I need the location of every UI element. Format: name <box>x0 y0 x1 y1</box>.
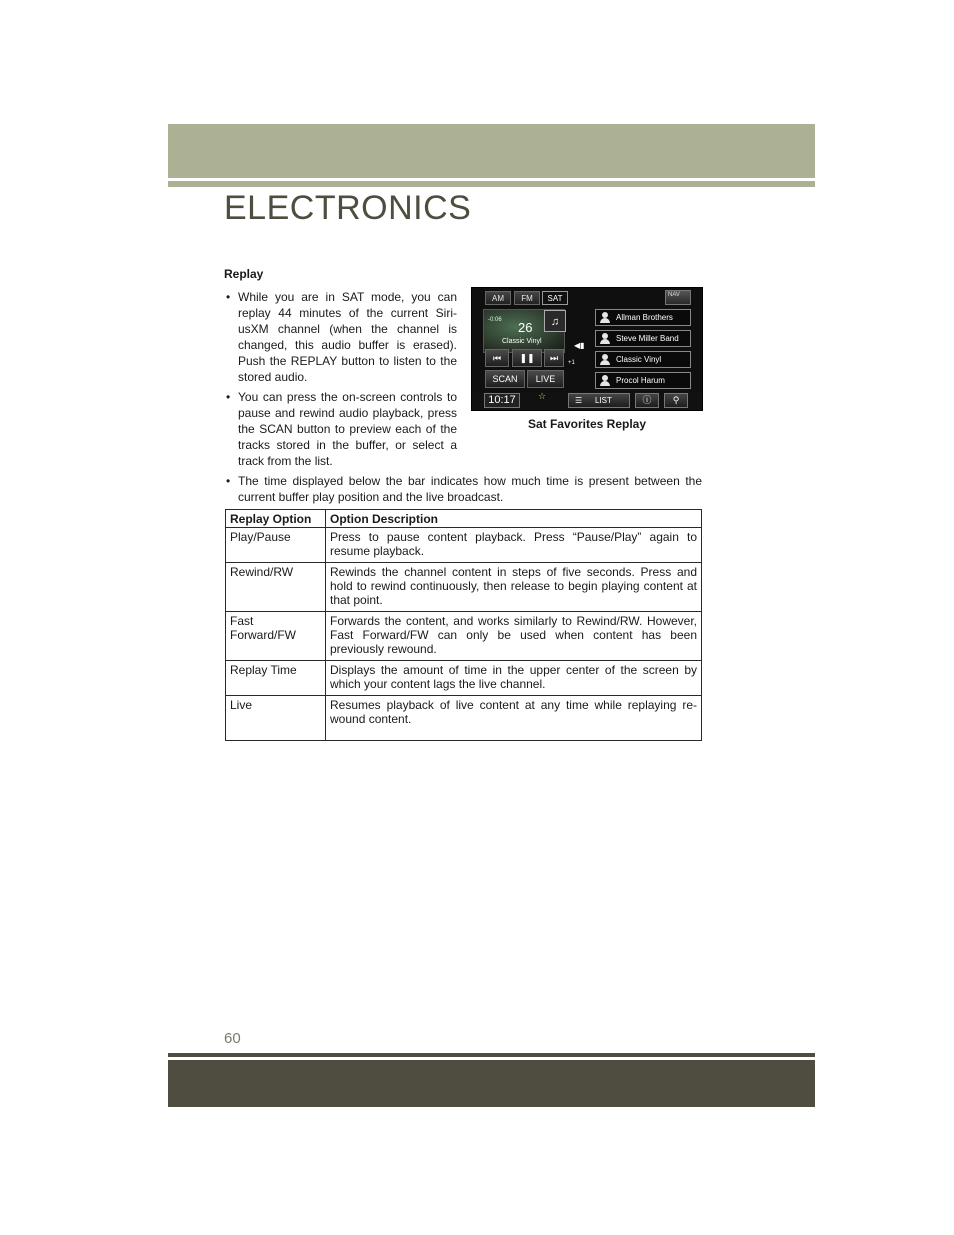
column-header: Replay Option <box>226 510 326 528</box>
clock: 10:17 <box>484 393 520 408</box>
list-icon: ☰ <box>575 396 583 405</box>
footer-band <box>168 1060 815 1107</box>
replay-options-table <box>225 509 702 741</box>
speaker-icon: ◀▮ <box>574 341 585 350</box>
scan-button <box>485 370 525 388</box>
description-cell: Forwards the content, and works similarly to Rewind/RW. However, Fast Forward/FW can only be used when content has been previously rewound. <box>326 612 702 661</box>
favorite-label: Classic Vinyl <box>616 355 662 364</box>
option-cell: Rewind/RW <box>226 563 326 612</box>
nav-button <box>665 290 691 305</box>
tab-am: AM <box>485 291 511 305</box>
channel-number: 26 <box>518 320 533 335</box>
favorite-item <box>595 309 691 326</box>
bullet-item: • While you are in SAT mode, you can replay 44 minutes of the current Siri-usXM channel (when the channel is changed, this audio buffer is erased). Push the REPLAY button to listen to the stored audio. <box>224 289 457 385</box>
section-title: ELECTRONICS <box>224 189 472 227</box>
table-row <box>226 563 702 612</box>
nav-label: NAV <box>668 292 680 298</box>
option-cell: Live <box>226 696 326 741</box>
pause-icon: ❚❚ <box>512 349 542 367</box>
person-icon <box>600 354 610 365</box>
header-rule <box>168 181 815 187</box>
channel-name: Classic Vinyl <box>502 338 542 345</box>
favorite-label: Steve Miller Band <box>616 334 679 343</box>
music-note-icon: ♫ <box>544 310 566 332</box>
live-button <box>527 370 564 388</box>
bullet-item: • You can press the on-screen controls to pause and rewind audio playback, press the SCAN button to preview each of the tracks stored in the buffer, or select a track from the list. <box>224 389 457 469</box>
page-number: 60 <box>224 1030 241 1047</box>
figure-caption: Sat Favorites Replay <box>527 417 647 431</box>
option-cell: Play/Pause <box>226 528 326 563</box>
table-row <box>226 528 702 563</box>
person-icon <box>600 375 610 386</box>
scan-label: SCAN <box>492 374 518 384</box>
table-row <box>226 612 702 661</box>
favorite-label: Procol Harum <box>616 376 665 385</box>
header-band <box>168 124 815 178</box>
table-row <box>226 661 702 696</box>
rewind-icon: ⏮ <box>485 349 509 367</box>
column-header: Option Description <box>326 510 702 528</box>
person-icon <box>600 312 610 323</box>
favorite-item <box>595 372 691 389</box>
fast-forward-icon: ⏭ <box>544 349 564 367</box>
replay-time: -0:06 <box>488 317 502 323</box>
search-icon: ⚲ <box>664 393 688 408</box>
option-cell: Fast Forward/FW <box>226 612 326 661</box>
list-button <box>568 393 630 408</box>
footer-rule <box>168 1053 815 1057</box>
option-cell: Replay Time <box>226 661 326 696</box>
list-label: LIST <box>595 396 612 405</box>
sat-favorites-screen <box>471 287 703 411</box>
description-cell: Rewinds the channel content in steps of five seconds. Press and hold to rewind continuously, then release to begin playing content at that point. <box>326 563 702 612</box>
side-value: +1 <box>568 360 575 366</box>
table-row <box>226 696 702 741</box>
tab-sat: SAT <box>542 291 568 305</box>
replay-heading: Replay <box>224 267 264 281</box>
table-header-row <box>226 510 702 528</box>
favorite-item <box>595 351 691 368</box>
tab-fm: FM <box>514 291 540 305</box>
favorite-label: Allman Brothers <box>616 313 673 322</box>
description-cell: Displays the amount of time in the upper center of the screen by which your content lags the live channel. <box>326 661 702 696</box>
description-cell: Resumes playback of live content at any time while replaying re-wound content. <box>326 696 702 741</box>
live-label: LIVE <box>535 374 556 384</box>
person-icon <box>600 333 610 344</box>
favorite-item <box>595 330 691 347</box>
star-icon: ☆ <box>538 391 547 401</box>
description-cell: Press to pause content playback. Press “Pause/Play” again to resume playback. <box>326 528 702 563</box>
info-icon: ⓘ <box>635 393 659 408</box>
bullet-item: • The time displayed below the bar indicates how much time is present between the current buffer play position and the live broadcast. <box>224 473 702 505</box>
